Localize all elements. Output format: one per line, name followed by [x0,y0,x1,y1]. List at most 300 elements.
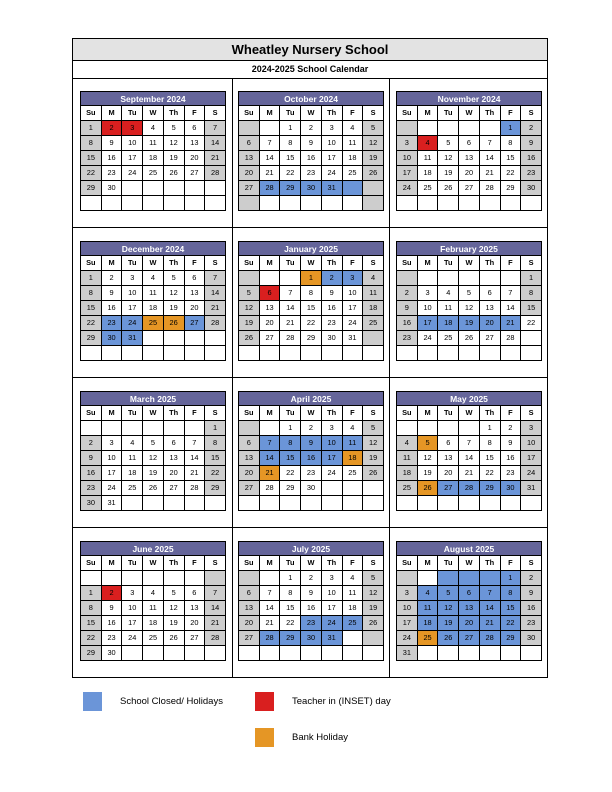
day-cell: 21 [459,466,480,481]
day-cell: 28 [500,331,521,346]
day-cell: 22 [205,466,226,481]
month-table [238,105,384,211]
month-table [396,105,542,211]
day-cell: 17 [342,301,363,316]
day-cell: 26 [459,331,480,346]
day-cell: 24 [417,331,438,346]
day-cell: 11 [397,451,418,466]
week-row [397,286,542,301]
day-cell: 2 [301,571,322,586]
day-cell [259,346,280,361]
week-row [81,151,226,166]
day-cell: 25 [122,481,143,496]
weekday-header: S [205,106,226,121]
weekday-header: M [101,256,122,271]
day-cell: 18 [122,466,143,481]
day-cell: 10 [122,136,143,151]
day-cell: 24 [397,181,418,196]
day-cell: 4 [342,421,363,436]
week-row [397,166,542,181]
weekday-header: Th [163,556,184,571]
day-cell: 24 [122,166,143,181]
page-title: Wheatley Nursery School [73,39,547,61]
day-cell [239,571,260,586]
week-row [397,571,542,586]
day-cell: 2 [101,121,122,136]
day-cell: 2 [397,286,418,301]
day-cell: 19 [417,466,438,481]
day-cell: 2 [301,121,322,136]
day-cell: 7 [205,121,226,136]
month-title: April 2025 [238,391,384,405]
month-calendar [80,391,226,511]
day-cell: 11 [363,286,384,301]
day-cell: 25 [342,616,363,631]
week-row [81,481,226,496]
day-cell: 24 [321,466,342,481]
weekday-header: W [459,256,480,271]
week-row [239,631,384,646]
weekday-header-row [81,556,226,571]
day-cell [259,571,280,586]
day-cell [438,646,459,661]
week-row [81,586,226,601]
day-cell [205,571,226,586]
day-cell [122,571,143,586]
week-row [81,121,226,136]
day-cell [101,421,122,436]
day-cell: 18 [143,151,164,166]
day-cell: 8 [280,436,301,451]
day-cell: 29 [81,646,102,661]
day-cell [143,571,164,586]
day-cell: 17 [321,151,342,166]
day-cell [143,421,164,436]
day-cell [459,346,480,361]
day-cell: 28 [259,181,280,196]
day-cell: 25 [438,331,459,346]
weekday-header: W [459,556,480,571]
weekday-header: W [143,106,164,121]
day-cell [259,121,280,136]
day-cell [479,271,500,286]
day-cell: 9 [301,436,322,451]
month-title: February 2025 [396,241,542,255]
day-cell [500,346,521,361]
day-cell [417,121,438,136]
day-cell: 30 [521,181,542,196]
week-row [239,136,384,151]
day-cell [205,346,226,361]
day-cell [143,496,164,511]
day-cell: 15 [301,301,322,316]
month-title: March 2025 [80,391,226,405]
day-cell [417,421,438,436]
day-cell: 6 [239,586,260,601]
week-row [81,616,226,631]
weekday-header-row [81,406,226,421]
day-cell: 23 [101,166,122,181]
week-row [239,181,384,196]
day-cell [205,196,226,211]
weekday-header-row [81,106,226,121]
day-cell: 1 [280,421,301,436]
day-cell: 29 [280,181,301,196]
day-cell: 23 [397,331,418,346]
day-cell: 14 [184,451,205,466]
day-cell: 11 [342,586,363,601]
day-cell: 22 [280,466,301,481]
day-cell [81,571,102,586]
day-cell: 25 [397,481,418,496]
day-cell: 29 [205,481,226,496]
month-calendar [238,241,384,361]
weekday-header: Su [397,106,418,121]
day-cell: 17 [122,616,143,631]
day-cell [122,196,143,211]
weekday-header: S [521,556,542,571]
day-cell: 9 [397,301,418,316]
day-cell: 18 [397,466,418,481]
day-cell: 12 [143,451,164,466]
day-cell [459,571,480,586]
day-cell: 20 [184,301,205,316]
day-cell: 9 [101,601,122,616]
month-table [80,105,226,211]
day-cell: 20 [459,616,480,631]
day-cell: 1 [500,121,521,136]
day-cell [143,181,164,196]
week-row [239,421,384,436]
weekday-header: M [101,106,122,121]
day-cell [500,496,521,511]
weekday-header-row [239,556,384,571]
day-cell: 12 [239,301,260,316]
week-row [397,301,542,316]
day-cell [321,196,342,211]
day-cell: 17 [397,166,418,181]
day-cell: 4 [143,121,164,136]
month-table [80,555,226,661]
day-cell: 5 [239,286,260,301]
month-title: August 2025 [396,541,542,555]
day-cell: 6 [459,136,480,151]
day-cell: 7 [259,586,280,601]
day-cell [163,496,184,511]
day-cell: 7 [184,436,205,451]
day-cell: 5 [363,571,384,586]
day-cell: 8 [301,286,322,301]
day-cell [417,646,438,661]
day-cell [363,496,384,511]
week-row [239,436,384,451]
day-cell: 9 [301,586,322,601]
day-cell: 27 [184,316,205,331]
day-cell [205,181,226,196]
day-cell: 10 [321,436,342,451]
calendar-frame [72,38,548,678]
day-cell: 2 [321,271,342,286]
week-row [81,451,226,466]
day-cell: 18 [342,451,363,466]
day-cell: 1 [205,421,226,436]
day-cell [321,496,342,511]
day-cell [459,646,480,661]
day-cell: 9 [521,136,542,151]
day-cell: 24 [101,481,122,496]
day-cell [143,346,164,361]
day-cell: 26 [363,166,384,181]
day-cell: 30 [101,331,122,346]
day-cell: 9 [81,451,102,466]
day-cell: 24 [122,631,143,646]
day-cell [259,421,280,436]
day-cell: 12 [417,451,438,466]
day-cell: 3 [397,136,418,151]
day-cell: 17 [122,151,143,166]
month-title: December 2024 [80,241,226,255]
day-cell: 18 [143,616,164,631]
day-cell: 8 [521,286,542,301]
day-cell: 11 [122,451,143,466]
day-cell [459,196,480,211]
day-cell: 4 [417,136,438,151]
month-table [80,405,226,511]
day-cell [321,481,342,496]
day-cell: 1 [280,571,301,586]
week-row [397,271,542,286]
weekday-header: Th [163,406,184,421]
day-cell [459,121,480,136]
day-cell [239,421,260,436]
day-cell: 27 [479,331,500,346]
day-cell: 6 [163,436,184,451]
week-row [81,646,226,661]
day-cell: 21 [500,316,521,331]
day-cell: 23 [500,466,521,481]
day-cell [163,346,184,361]
day-cell: 21 [259,166,280,181]
weekday-header: Tu [280,406,301,421]
weekday-header: W [459,106,480,121]
day-cell [163,331,184,346]
week-row [239,286,384,301]
day-cell: 3 [321,121,342,136]
day-cell: 27 [459,631,480,646]
day-cell: 12 [163,286,184,301]
week-row [397,181,542,196]
day-cell: 29 [479,481,500,496]
day-cell: 25 [342,166,363,181]
day-cell: 13 [239,601,260,616]
weekday-header: F [184,106,205,121]
day-cell [342,346,363,361]
day-cell [163,421,184,436]
month-calendar [238,91,384,211]
weekday-header: Tu [122,256,143,271]
day-cell: 15 [521,301,542,316]
day-cell: 16 [101,616,122,631]
closed-legend-swatch [83,692,102,711]
week-row [81,571,226,586]
weekday-header: W [301,556,322,571]
day-cell [363,196,384,211]
day-cell [363,631,384,646]
weekday-header: S [363,106,384,121]
day-cell: 16 [321,301,342,316]
day-cell: 14 [459,451,480,466]
weekday-header: M [259,556,280,571]
weekday-header: S [205,556,226,571]
day-cell: 7 [459,436,480,451]
day-cell [81,196,102,211]
week-row [397,496,542,511]
day-cell [259,496,280,511]
day-cell: 13 [459,151,480,166]
day-cell: 20 [239,166,260,181]
day-cell: 2 [101,271,122,286]
day-cell [363,181,384,196]
day-cell: 28 [205,166,226,181]
day-cell: 16 [101,151,122,166]
week-row [397,136,542,151]
day-cell [184,421,205,436]
day-cell: 5 [438,136,459,151]
day-cell: 9 [521,586,542,601]
day-cell: 3 [321,571,342,586]
day-cell: 8 [81,286,102,301]
day-cell: 23 [81,481,102,496]
day-cell: 16 [301,601,322,616]
day-cell: 22 [521,316,542,331]
day-cell: 6 [184,121,205,136]
day-cell: 26 [163,631,184,646]
day-cell [280,646,301,661]
day-cell [259,196,280,211]
month-calendar [238,391,384,511]
day-cell: 19 [163,301,184,316]
month-title: October 2024 [238,91,384,105]
week-row [239,166,384,181]
day-cell [479,646,500,661]
day-cell [397,571,418,586]
day-cell: 19 [438,616,459,631]
day-cell: 12 [438,151,459,166]
day-cell: 7 [259,436,280,451]
month-calendar [396,541,542,661]
day-cell: 24 [397,631,418,646]
day-cell [143,331,164,346]
day-cell: 29 [500,181,521,196]
day-cell [205,496,226,511]
day-cell: 8 [479,436,500,451]
month-calendar [80,541,226,661]
month-table [238,255,384,361]
day-cell [163,646,184,661]
day-cell [184,331,205,346]
day-cell: 30 [301,631,322,646]
day-cell: 23 [301,616,322,631]
day-cell: 30 [500,481,521,496]
week-row [397,451,542,466]
day-cell: 12 [163,601,184,616]
day-cell: 14 [479,601,500,616]
weekday-header: W [301,106,322,121]
day-cell [521,196,542,211]
day-cell: 2 [301,421,322,436]
day-cell: 26 [143,481,164,496]
day-cell [184,646,205,661]
day-cell: 31 [342,331,363,346]
day-cell [397,346,418,361]
day-cell [363,646,384,661]
day-cell: 11 [143,601,164,616]
week-row [81,316,226,331]
day-cell: 4 [342,571,363,586]
day-cell [397,196,418,211]
month-table [238,405,384,511]
day-cell: 1 [81,121,102,136]
day-cell [122,646,143,661]
weekday-header: Tu [438,556,459,571]
day-cell: 3 [521,421,542,436]
day-cell: 28 [184,481,205,496]
week-row [81,466,226,481]
day-cell: 30 [101,646,122,661]
day-cell [301,646,322,661]
day-cell [479,496,500,511]
day-cell: 14 [500,301,521,316]
day-cell [280,346,301,361]
week-row [81,331,226,346]
day-cell: 15 [500,601,521,616]
week-row [81,286,226,301]
weekday-header: S [363,256,384,271]
day-cell [417,571,438,586]
day-cell: 19 [143,466,164,481]
day-cell [239,196,260,211]
day-cell: 22 [81,166,102,181]
day-cell: 31 [122,331,143,346]
day-cell: 12 [163,136,184,151]
month-calendar [80,91,226,211]
week-row [81,166,226,181]
day-cell: 4 [143,271,164,286]
weekday-header: Th [321,106,342,121]
weekday-header: M [259,106,280,121]
day-cell: 3 [397,586,418,601]
day-cell: 18 [342,151,363,166]
weekday-header: S [521,256,542,271]
day-cell [239,271,260,286]
day-cell: 14 [205,601,226,616]
week-row [397,346,542,361]
weekday-header: Su [239,106,260,121]
day-cell [122,421,143,436]
day-cell: 21 [259,616,280,631]
day-cell: 21 [479,616,500,631]
day-cell: 7 [205,271,226,286]
day-cell: 24 [342,316,363,331]
day-cell: 17 [101,466,122,481]
day-cell: 27 [239,631,260,646]
day-cell: 26 [363,616,384,631]
day-cell: 23 [101,631,122,646]
weekday-header: Su [81,556,102,571]
day-cell: 1 [280,121,301,136]
day-cell: 21 [479,166,500,181]
day-cell: 14 [479,151,500,166]
